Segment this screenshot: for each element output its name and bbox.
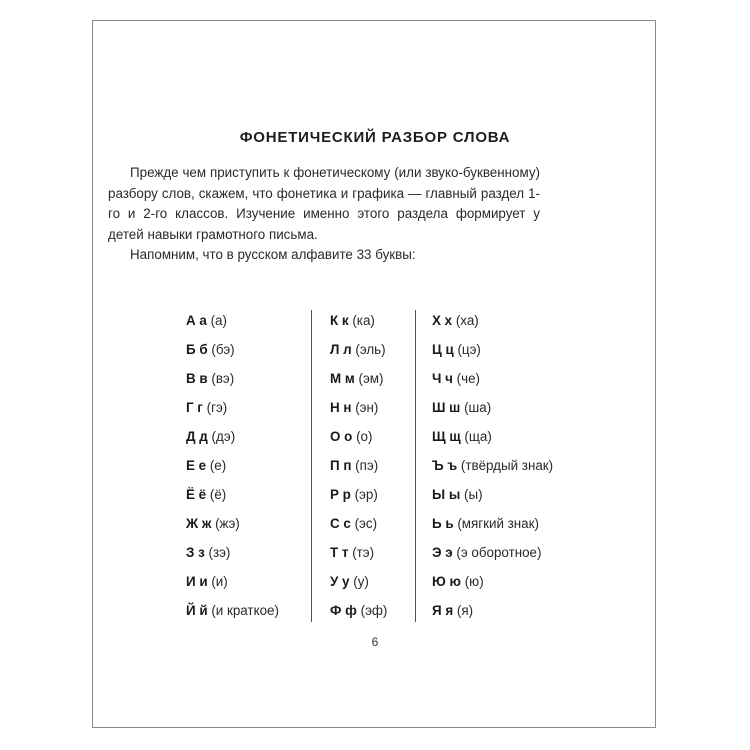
letter-name: (ю) (464, 574, 484, 589)
alphabet-letter-row (432, 600, 553, 629)
alphabet-letter-row (186, 339, 279, 368)
letter-pair: З з (186, 545, 205, 560)
letter-name: (ы) (464, 487, 483, 502)
alphabet-letter-row (186, 484, 279, 513)
letter-name: (тэ) (352, 545, 375, 560)
letter-name: (вэ) (211, 371, 235, 386)
page-title: ФОНЕТИЧЕСКИЙ РАЗБОР СЛОВА (239, 129, 511, 146)
letter-name: (е) (209, 458, 227, 473)
alphabet-column-3 (432, 310, 553, 629)
letter-pair: Н н (330, 400, 352, 415)
alphabet-letter-row (432, 455, 553, 484)
page-number: 6 (371, 635, 379, 649)
letter-pair: Э э (432, 545, 453, 560)
letter-name: (ё) (209, 487, 227, 502)
letter-name: (жэ) (215, 516, 240, 531)
letter-pair: Ъ ъ (432, 458, 458, 473)
alphabet-letter-row (330, 571, 387, 600)
alphabet-letter-row (432, 513, 553, 542)
letter-name: (и краткое) (211, 603, 279, 618)
letter-name: (у) (353, 574, 369, 589)
alphabet-letter-row (330, 513, 387, 542)
letter-name: (мягкий знак) (457, 516, 539, 531)
letter-name: (эс) (354, 516, 378, 531)
column-divider (415, 310, 416, 622)
letter-name: (дэ) (211, 429, 236, 444)
letter-pair: Й й (186, 603, 208, 618)
letter-name: (эф) (360, 603, 388, 618)
letter-name: (зэ) (208, 545, 231, 560)
intro-paragraph: Прежде чем приступить к фонетическому (или звуко-буквенному) разбору слов, скажем, что фонетика и графика — главный раздел 1-го и 2-го классов. Изучение именно этого раздела формирует у детей навыки грамотного письма. (108, 165, 540, 242)
letter-name: (ша) (464, 400, 492, 415)
alphabet-letter-row (432, 571, 553, 600)
letter-name: (э оборотное) (456, 545, 542, 560)
column-divider (311, 310, 312, 622)
alphabet-letter-row (432, 426, 553, 455)
letter-pair: Е е (186, 458, 207, 473)
letter-pair: А а (186, 313, 207, 328)
letter-name: (а) (210, 313, 227, 328)
letter-name: (цэ) (457, 342, 481, 357)
alphabet-letter-row (432, 484, 553, 513)
letter-pair: Х х (432, 313, 453, 328)
letter-pair: Г г (186, 400, 203, 415)
alphabet-letter-row (330, 600, 387, 629)
letter-pair: Ь ь (432, 516, 454, 531)
alphabet-reminder: Напомним, что в русском алфавите 33 буквы: (130, 247, 416, 262)
alphabet-table (0, 310, 750, 630)
letter-pair: Р р (330, 487, 351, 502)
letter-pair: Б б (186, 342, 208, 357)
letter-pair: О о (330, 429, 353, 444)
letter-name: (эн) (355, 400, 379, 415)
alphabet-letter-row (432, 542, 553, 571)
letter-name: (ха) (455, 313, 479, 328)
letter-pair: П п (330, 458, 352, 473)
letter-name: (бэ) (211, 342, 235, 357)
letter-pair: Т т (330, 545, 349, 560)
alphabet-letter-row (330, 426, 387, 455)
alphabet-letter-row (432, 397, 553, 426)
letter-name: (эр) (354, 487, 378, 502)
letter-name: (гэ) (206, 400, 228, 415)
letter-name: (я) (456, 603, 474, 618)
alphabet-letter-row (186, 571, 279, 600)
letter-pair: С с (330, 516, 351, 531)
alphabet-letter-row (432, 368, 553, 397)
intro-text (108, 163, 540, 266)
alphabet-letter-row (330, 397, 387, 426)
letter-pair: Ж ж (186, 516, 212, 531)
letter-name: (эм) (358, 371, 384, 386)
alphabet-letter-row (330, 339, 387, 368)
letter-name: (и) (211, 574, 228, 589)
letter-name: (о) (356, 429, 373, 444)
letter-pair: У у (330, 574, 350, 589)
alphabet-letter-row (330, 542, 387, 571)
letter-pair: Ц ц (432, 342, 454, 357)
alphabet-letter-row (330, 368, 387, 397)
letter-name: (ка) (352, 313, 375, 328)
alphabet-letter-row (330, 484, 387, 513)
letter-name: (ща) (464, 429, 492, 444)
letter-pair: Ё ё (186, 487, 207, 502)
alphabet-letter-row (186, 600, 279, 629)
alphabet-letter-row (330, 310, 387, 339)
alphabet-letter-row (186, 542, 279, 571)
letter-pair: М м (330, 371, 355, 386)
alphabet-letter-row (186, 426, 279, 455)
letter-pair: Ч ч (432, 371, 453, 386)
alphabet-column-2 (330, 310, 387, 629)
alphabet-letter-row (186, 368, 279, 397)
letter-pair: Я я (432, 603, 454, 618)
alphabet-letter-row (186, 513, 279, 542)
alphabet-letter-row (186, 397, 279, 426)
letter-pair: Ю ю (432, 574, 461, 589)
alphabet-letter-row (186, 310, 279, 339)
letter-pair: Л л (330, 342, 352, 357)
letter-name: (пэ) (355, 458, 379, 473)
letter-pair: Ф ф (330, 603, 357, 618)
alphabet-column-1 (186, 310, 279, 629)
alphabet-letter-row (432, 310, 553, 339)
letter-pair: К к (330, 313, 349, 328)
letter-name: (эль) (355, 342, 386, 357)
letter-pair: Ы ы (432, 487, 461, 502)
letter-name: (твёрдый знак) (460, 458, 554, 473)
letter-pair: Д д (186, 429, 208, 444)
letter-pair: Ш ш (432, 400, 461, 415)
letter-pair: В в (186, 371, 208, 386)
alphabet-letter-row (330, 455, 387, 484)
letter-pair: И и (186, 574, 208, 589)
letter-name: (че) (456, 371, 480, 386)
alphabet-letter-row (186, 455, 279, 484)
alphabet-letter-row (432, 339, 553, 368)
letter-pair: Щ щ (432, 429, 461, 444)
